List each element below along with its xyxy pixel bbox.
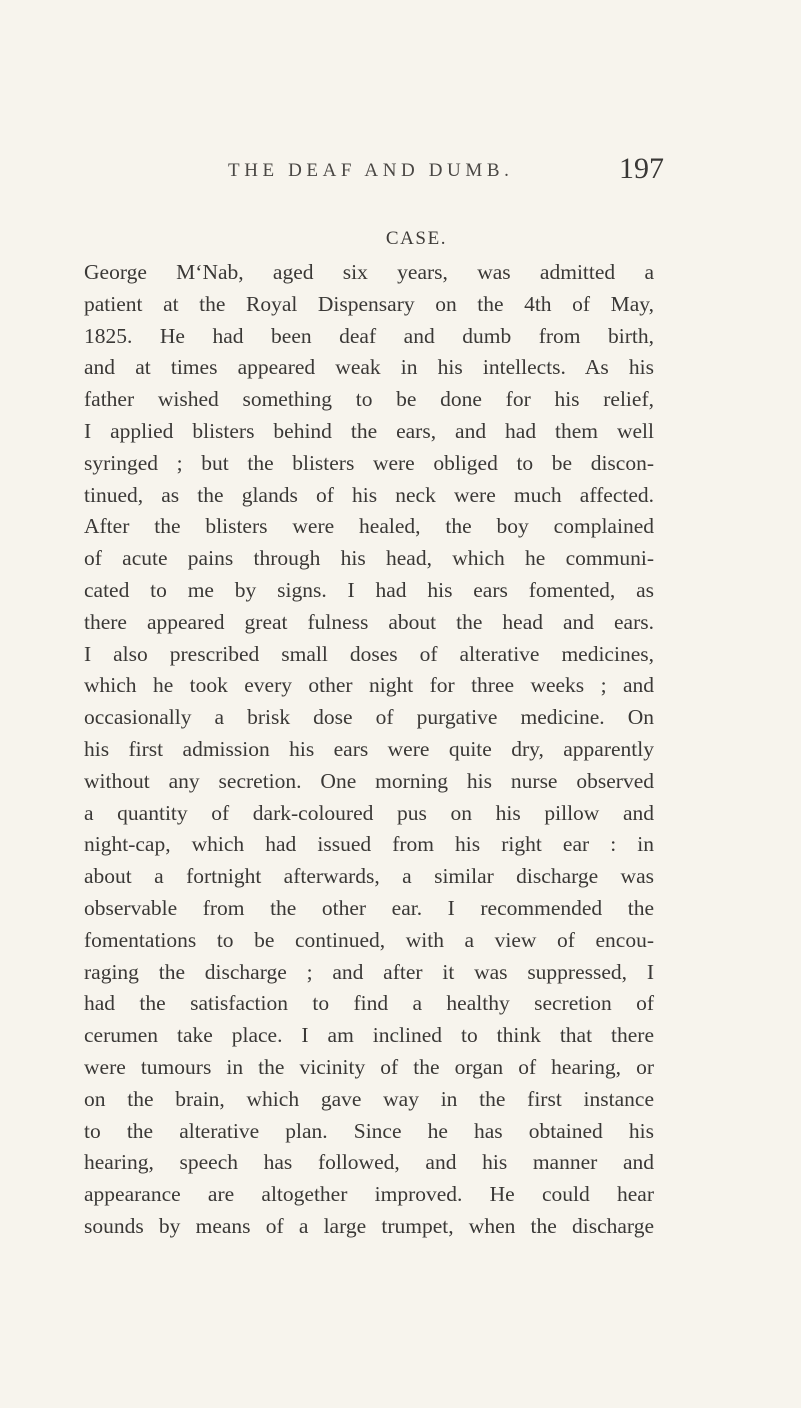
section-heading: CASE. [385,228,448,249]
text-line: had the satisfaction to find a healthy secretion of [84,991,654,1016]
text-line: his first admission his ears were quite dry, apparently [84,736,654,761]
text-line: hearing, speech has followed, and his manner and [84,1150,654,1175]
text-line: tinued, as the glands of his neck were much affected. [84,482,654,507]
text-line: a quantity of dark-coloured pus on his pillow and [84,800,654,825]
text-line: were tumours in the vicinity of the organ of hearing, or [84,1054,654,1079]
text-line: 1825. He had been deaf and dumb from birth, [84,323,654,348]
text-line: to the alterative plan. Since he has obtained his [84,1118,654,1143]
text-line: patient at the Royal Dispensary on the 4th of May, [84,291,654,316]
text-line: I also prescribed small doses of alterative medicines, [84,641,654,666]
text-line: raging the discharge ; and after it was suppressed, I [84,959,654,984]
text-line: cerumen take place. I am inclined to think that there [84,1023,654,1048]
text-line: and at times appeared weak in his intellects. As his [84,355,654,380]
text-line: occasionally a brisk dose of purgative medicine. On [84,705,654,730]
text-line: observable from the other ear. I recommended the [84,895,654,920]
running-title: THE DEAF AND DUMB. [228,160,514,181]
text-line: night-cap, which had issued from his right ear : in [84,832,654,857]
page-number: 197 [619,152,664,185]
text-line: After the blisters were healed, the boy complained [84,514,654,539]
text-line: without any secretion. One morning his nurse observed [84,768,654,793]
text-line: of acute pains through his head, which he communi- [84,546,654,571]
text-line: about a fortnight afterwards, a similar discharge was [84,864,654,889]
text-line: cated to me by signs. I had his ears fomented, as [84,577,654,602]
text-line: which he took every other night for three weeks ; and [84,673,654,698]
text-line: fomentations to be continued, with a view of encou- [84,927,654,952]
text-line: I applied blisters behind the ears, and had them well [84,418,654,443]
text-line: sounds by means of a large trumpet, when the discharge [84,1213,654,1238]
text-line: syringed ; but the blisters were obliged to be discon- [84,450,654,475]
running-head [228,152,668,190]
text-line: George M‘Nab, aged six years, was admitted a [84,260,654,284]
text-line: there appeared great fulness about the head and ears. [84,609,654,634]
body-paragraph [84,257,654,1243]
text-line: appearance are altogether improved. He could hear [84,1182,654,1207]
text-line: father wished something to be done for his relief, [84,387,654,412]
text-line: on the brain, which gave way in the first instance [84,1086,654,1111]
